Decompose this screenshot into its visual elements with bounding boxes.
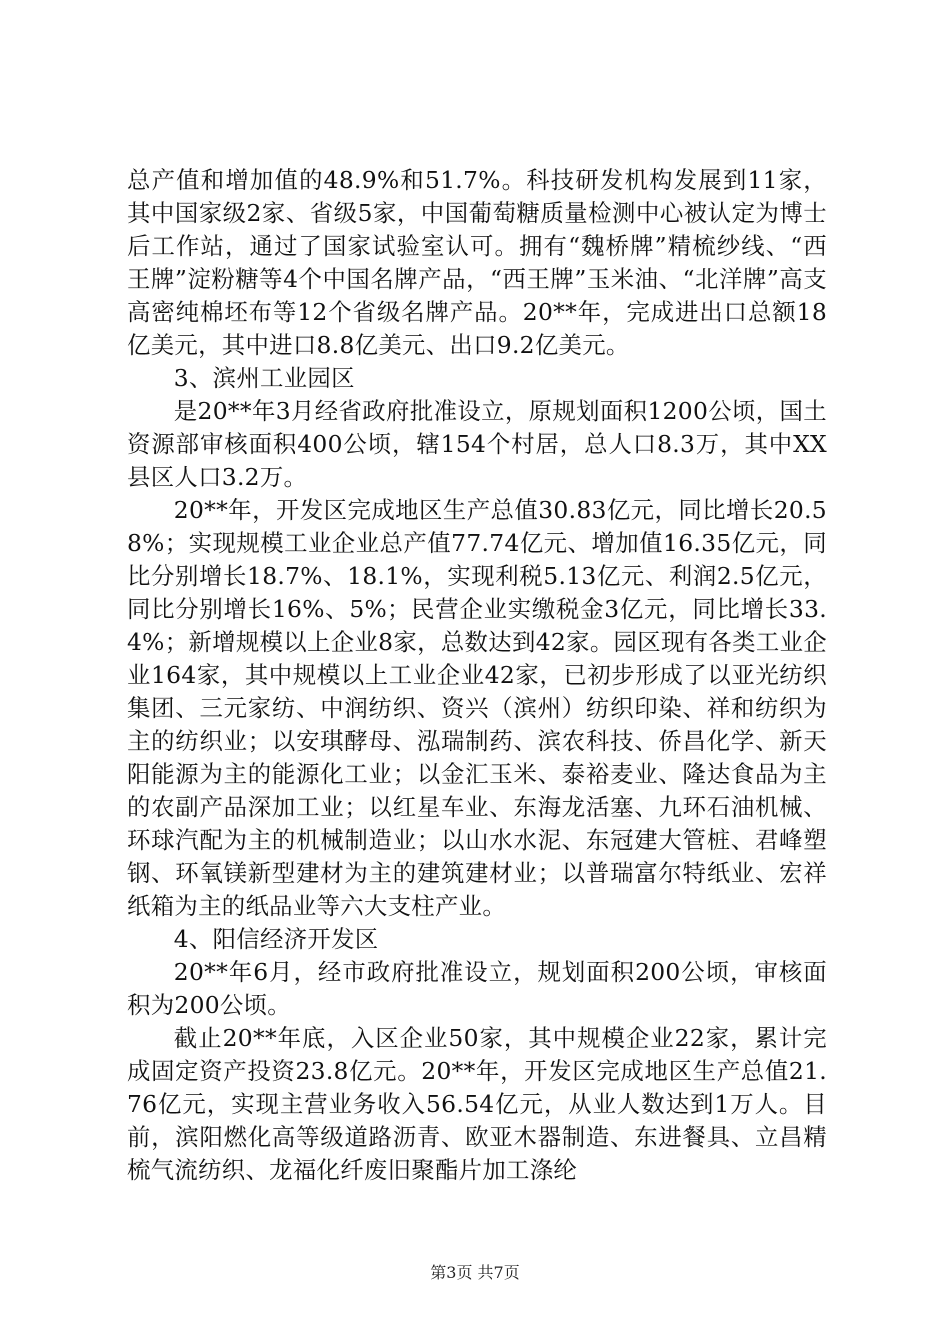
paragraph-zone-economy: 截止20**年底，入区企业50家，其中规模企业22家，累计完成固定资产投资23.8亿元。20**年，开发区完成地区生产总值21.76亿元，实现主营业务收入56.54亿元，从业人数达到1万人。目前，滨阳燃化高等级道路沥青、欧亚木器制造、东进餐具、立昌精梳气流纺织、龙福化纤废旧聚酯片加工涤纶 bbox=[127, 1024, 827, 1184]
section-heading-yangxin-development-zone: 4、阳信经济开发区 bbox=[173, 925, 379, 953]
page-footer bbox=[0, 1263, 950, 1283]
paragraph-park-establishment: 是20**年3月经省政府批准设立，原规划面积1200公顷，国土资源部审核面积400公顷，辖154个村居，总人口8.3万，其中XX县区人口3.2万。 bbox=[127, 397, 827, 491]
page-number-label: 第3页 共7页 bbox=[430, 1263, 520, 1282]
section-heading-binzhou-industrial-park: 3、滨州工业园区 bbox=[173, 364, 355, 392]
paragraph-zone-establishment: 20**年6月，经市政府批准设立，规划面积200公顷，审核面积为200公顷。 bbox=[127, 958, 827, 1019]
paragraph-park-economy: 20**年，开发区完成地区生产总值30.83亿元，同比增长20.58%；实现规模工业企业总产值77.74亿元、增加值16.35亿元，同比分别增长18.7%、18.1%，实现利税5.13亿元、利润2.5亿元，同比分别增长16%、5%；民营企业实缴税金3亿元，同比增长33.4%；新增规模以上企业8家，总数达到42家。园区现有各类工业企业164家，其中规模以上工业企业42家，已初步形成了以亚光纺织集团、三元家纺、中润纺织、资兴（滨州）纺织印染、祥和纺织为主的纺织业；以安琪酵母、泓瑞制药、滨农科技、侨昌化学、新天阳能源为主的能源化工业；以金汇玉米、泰裕麦业、隆达食品为主的农副产品深加工业；以红星车业、东海龙活塞、九环石油机械、环球汽配为主的机械制造业；以山水水泥、东冠建大管桩、君峰塑钢、环氧镁新型建材为主的建筑建材业；以普瑞富尔特纸业、宏祥纸箱为主的纸品业等六大支柱产业。 bbox=[127, 496, 827, 920]
paragraph-continuation: 总产值和增加值的48.9%和51.7%。科技研发机构发展到11家，其中国家级2家、省级5家，中国葡萄糖质量检测中心被认定为博士后工作站，通过了国家试验室认可。拥有“魏桥牌”精梳纱线、“西王牌”淀粉糖等4个中国名牌产品，“西王牌”玉米油、“北洋牌”高支高密纯棉坯布等12个省级名牌产品。20**年，完成进出口总额18亿美元，其中进口8.8亿美元、出口9.2亿美元。 bbox=[127, 166, 827, 359]
document-body bbox=[127, 164, 827, 1187]
